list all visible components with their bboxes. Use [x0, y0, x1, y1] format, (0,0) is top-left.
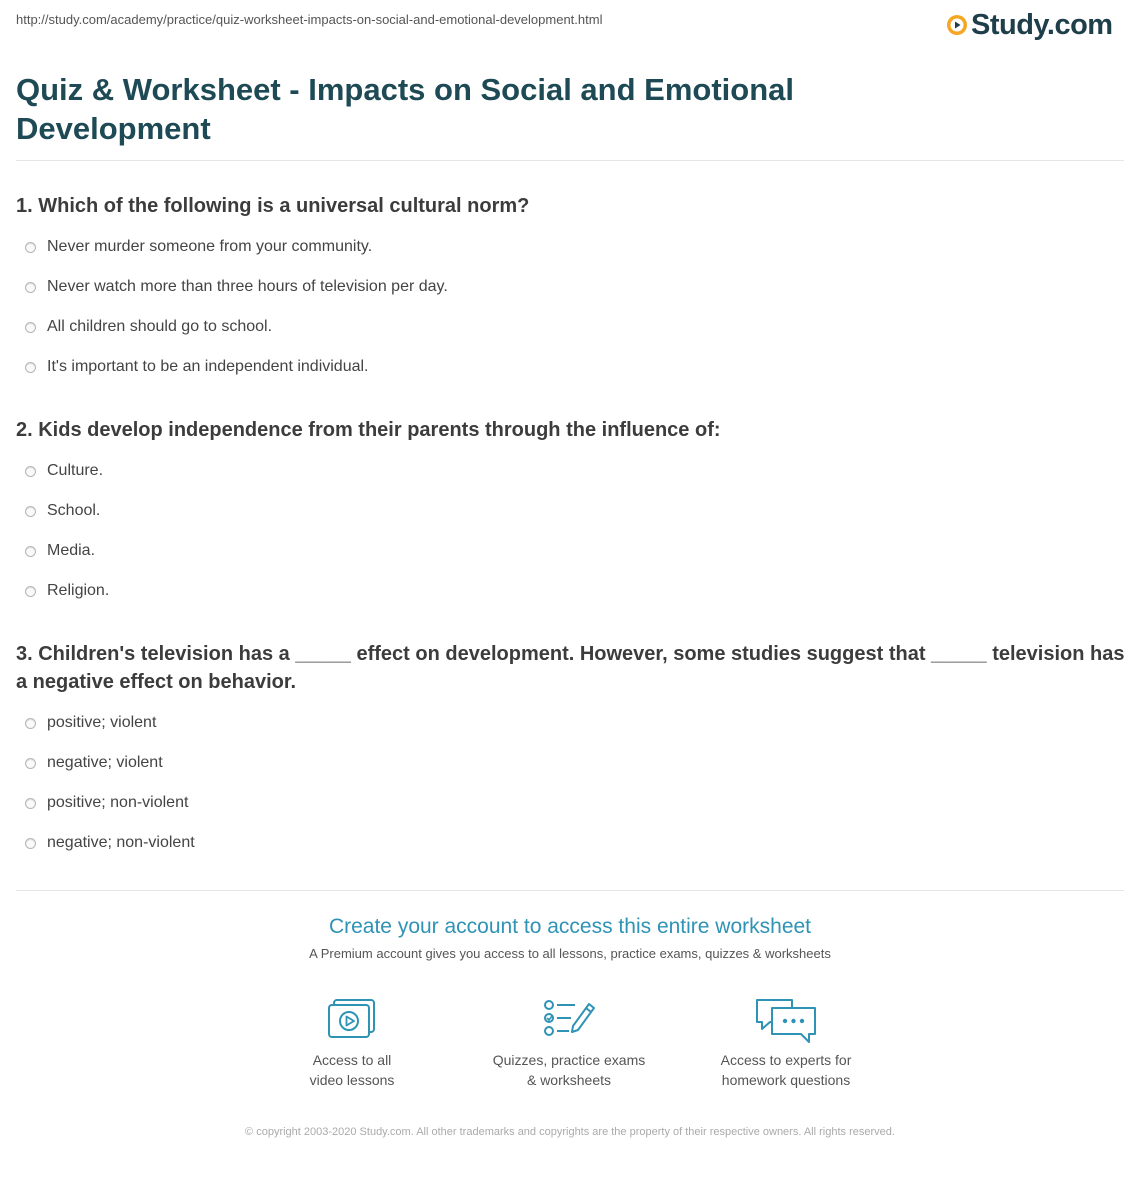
option-label: Culture.: [47, 462, 104, 479]
logo-text: Study.com: [971, 8, 1113, 41]
answer-option[interactable]: [16, 451, 1126, 491]
feature-label-line: & worksheets: [526, 1072, 612, 1088]
radio-button[interactable]: [25, 362, 36, 373]
cta-title-link[interactable]: Create your account to access this entire worksheet: [328, 915, 812, 938]
cta-subtitle: A Premium account gives you access to all lessons, practice exams, quizzes & worksheets: [309, 946, 831, 961]
radio-button[interactable]: [25, 718, 36, 729]
radio-button[interactable]: [25, 586, 36, 597]
option-label: positive; non-violent: [47, 794, 189, 811]
copyright-text: © copyright 2003-2020 Study.com. All other trademarks and copyrights are the property of their respective owners. All rights reserved.: [245, 1126, 895, 1138]
feature-video-lessons: [262, 996, 442, 1090]
answer-option[interactable]: [16, 347, 1126, 387]
option-label: Never watch more than three hours of television per day.: [47, 278, 448, 295]
radio-button[interactable]: [25, 242, 36, 253]
feature-label-line: Access to all: [312, 1052, 392, 1068]
option-label: negative; non-violent: [47, 834, 195, 851]
option-label: All children should go to school.: [47, 318, 273, 335]
study-logo[interactable]: [946, 8, 1113, 42]
radio-button[interactable]: [25, 798, 36, 809]
question-text: 1. Which of the following is a universal cultural norm?: [16, 195, 530, 217]
feature-label-line: homework questions: [721, 1072, 851, 1088]
video-lessons-icon: [326, 996, 378, 1042]
page-url: http://study.com/academy/practice/quiz-worksheet-impacts-on-social-and-emotional-development.html: [16, 12, 603, 27]
quiz-checklist-icon: [541, 996, 597, 1042]
question-3: [16, 640, 1126, 863]
signup-cta: [0, 914, 1140, 961]
page-title: Quiz & Worksheet - Impacts on Social and Emotional Development: [16, 72, 794, 146]
answer-option[interactable]: [16, 267, 1126, 307]
answer-option[interactable]: [16, 227, 1126, 267]
option-label: Religion.: [47, 582, 110, 599]
answer-option[interactable]: [16, 783, 1126, 823]
option-label: positive; violent: [47, 714, 157, 731]
answer-option[interactable]: [16, 743, 1126, 783]
option-label: Media.: [47, 542, 96, 559]
answer-option[interactable]: [16, 571, 1126, 611]
feature-quizzes: [479, 996, 659, 1090]
answer-option[interactable]: [16, 823, 1126, 863]
radio-button[interactable]: [25, 506, 36, 517]
option-label: Never murder someone from your community.: [47, 238, 373, 255]
question-text: 3. Children's television has a _____ effect on development. However, some studies suggest that _____ television has a negative effect on behavior.: [16, 643, 1125, 693]
answer-option[interactable]: [16, 531, 1126, 571]
radio-button[interactable]: [25, 758, 36, 769]
answer-option[interactable]: [16, 703, 1126, 743]
feature-label: [262, 1050, 442, 1090]
feature-experts: [696, 996, 876, 1090]
option-label: School.: [47, 502, 101, 519]
divider: [16, 890, 1124, 891]
radio-button[interactable]: [25, 546, 36, 557]
question-1: [16, 192, 1126, 387]
answer-option[interactable]: [16, 307, 1126, 347]
feature-label-line: video lessons: [309, 1072, 395, 1088]
question-2: [16, 416, 1126, 611]
play-logo-icon: [946, 14, 968, 36]
radio-button[interactable]: [25, 322, 36, 333]
radio-button[interactable]: [25, 282, 36, 293]
question-text: 2. Kids develop independence from their parents through the influence of:: [16, 419, 721, 441]
feature-label: [696, 1050, 876, 1090]
radio-button[interactable]: [25, 466, 36, 477]
option-label: negative; violent: [47, 754, 163, 771]
answer-option[interactable]: [16, 491, 1126, 531]
feature-label-line: Access to experts for: [720, 1052, 852, 1068]
option-label: It's important to be an independent individual.: [47, 358, 369, 375]
feature-label: [479, 1050, 659, 1090]
chat-bubbles-icon: [754, 996, 818, 1046]
divider: [16, 160, 1124, 161]
feature-label-line: Quizzes, practice exams: [492, 1052, 646, 1068]
radio-button[interactable]: [25, 838, 36, 849]
